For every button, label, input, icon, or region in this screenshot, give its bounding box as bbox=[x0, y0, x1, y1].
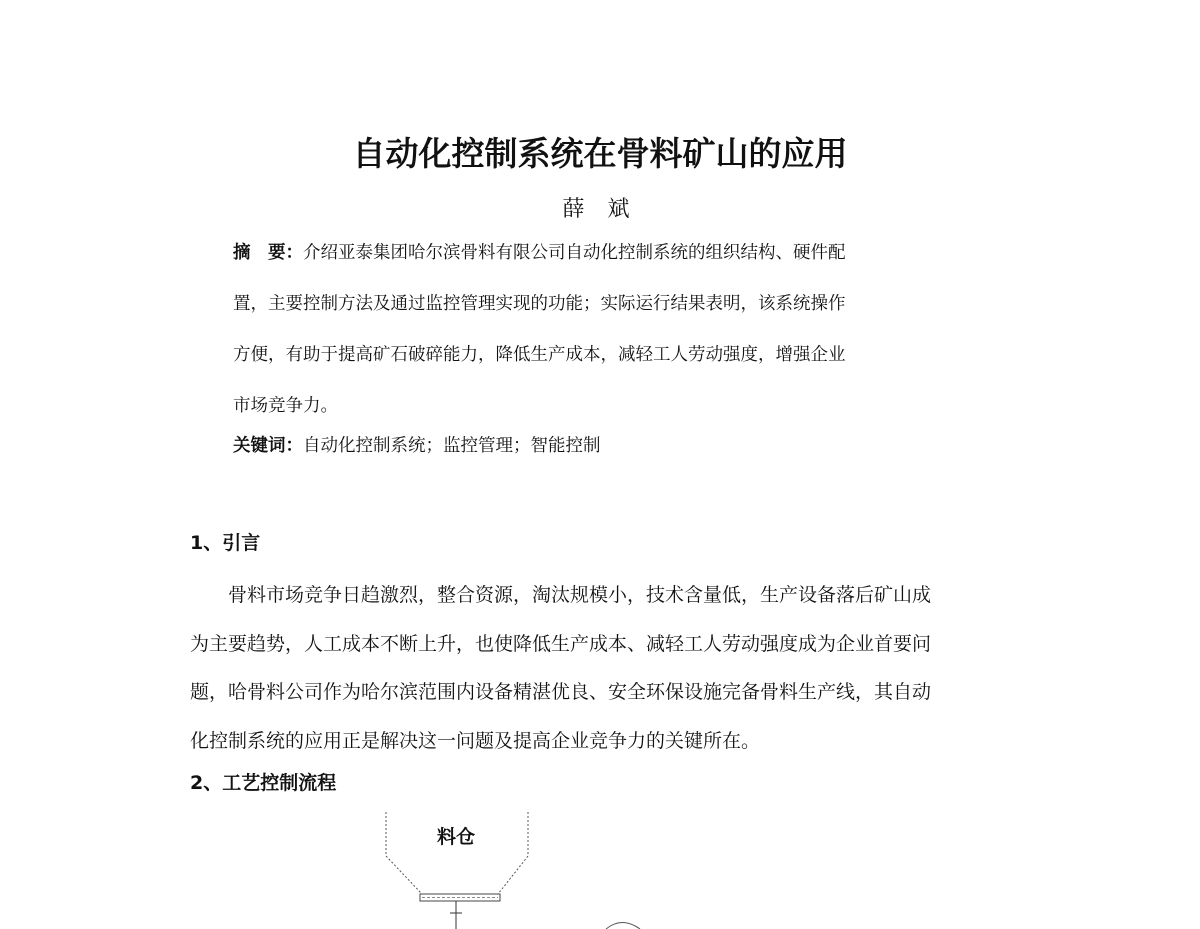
paragraph-line: 化控制系统的应用正是解决这一问题及提高企业竞争力的关键所在。 bbox=[190, 729, 761, 752]
keywords-label: 关键词： bbox=[233, 436, 303, 456]
paragraph-line: 为主要趋势，人工成本不断上升，也使降低生产成本、减轻工人劳动强度成为企业首要问 bbox=[190, 632, 932, 655]
introduction-paragraph bbox=[190, 571, 1030, 765]
abstract-line: 方便，有助于提高矿石破碎能力，降低生产成本，减轻工人劳动强度，增强企业 bbox=[233, 345, 846, 365]
abstract-text: 介绍亚泰集团哈尔滨骨料有限公司自动化控制系统的组织结构、硬件配 bbox=[303, 243, 846, 263]
keywords-text: 自动化控制系统；监控管理；智能控制 bbox=[303, 436, 601, 456]
abstract-line bbox=[233, 228, 993, 279]
section-heading-introduction: 1、引言 bbox=[190, 532, 261, 554]
abstract-label: 摘 要： bbox=[233, 243, 303, 263]
section-heading-process-flow: 2、工艺控制流程 bbox=[190, 772, 337, 794]
paper-title: 自动化控制系统在骨料矿山的应用 bbox=[352, 134, 848, 173]
bin-left-hopper bbox=[386, 856, 422, 894]
abstract-line: 置，主要控制方法及通过监控管理实现的功能；实际运行结果表明，该系统操作 bbox=[233, 294, 846, 314]
bin-label: 料仓 bbox=[437, 826, 476, 848]
paragraph-line: 题，哈骨料公司作为哈尔滨范围内设备精湛优良、安全环保设施完备骨料生产线，其自动 bbox=[190, 681, 932, 703]
abstract-block bbox=[233, 228, 993, 432]
abstract-line: 市场竞争力。 bbox=[233, 396, 338, 416]
process-flow-diagram bbox=[370, 808, 670, 929]
paragraph-line: 骨料市场竞争日趋激烈，整合资源，淘汰规模小，技术含量低，生产设备落后矿山成 bbox=[190, 584, 932, 606]
keywords-block bbox=[233, 431, 601, 461]
bin-right-hopper bbox=[498, 856, 528, 894]
equipment-arc bbox=[606, 923, 640, 929]
paper-author: 薛 斌 bbox=[562, 197, 638, 222]
